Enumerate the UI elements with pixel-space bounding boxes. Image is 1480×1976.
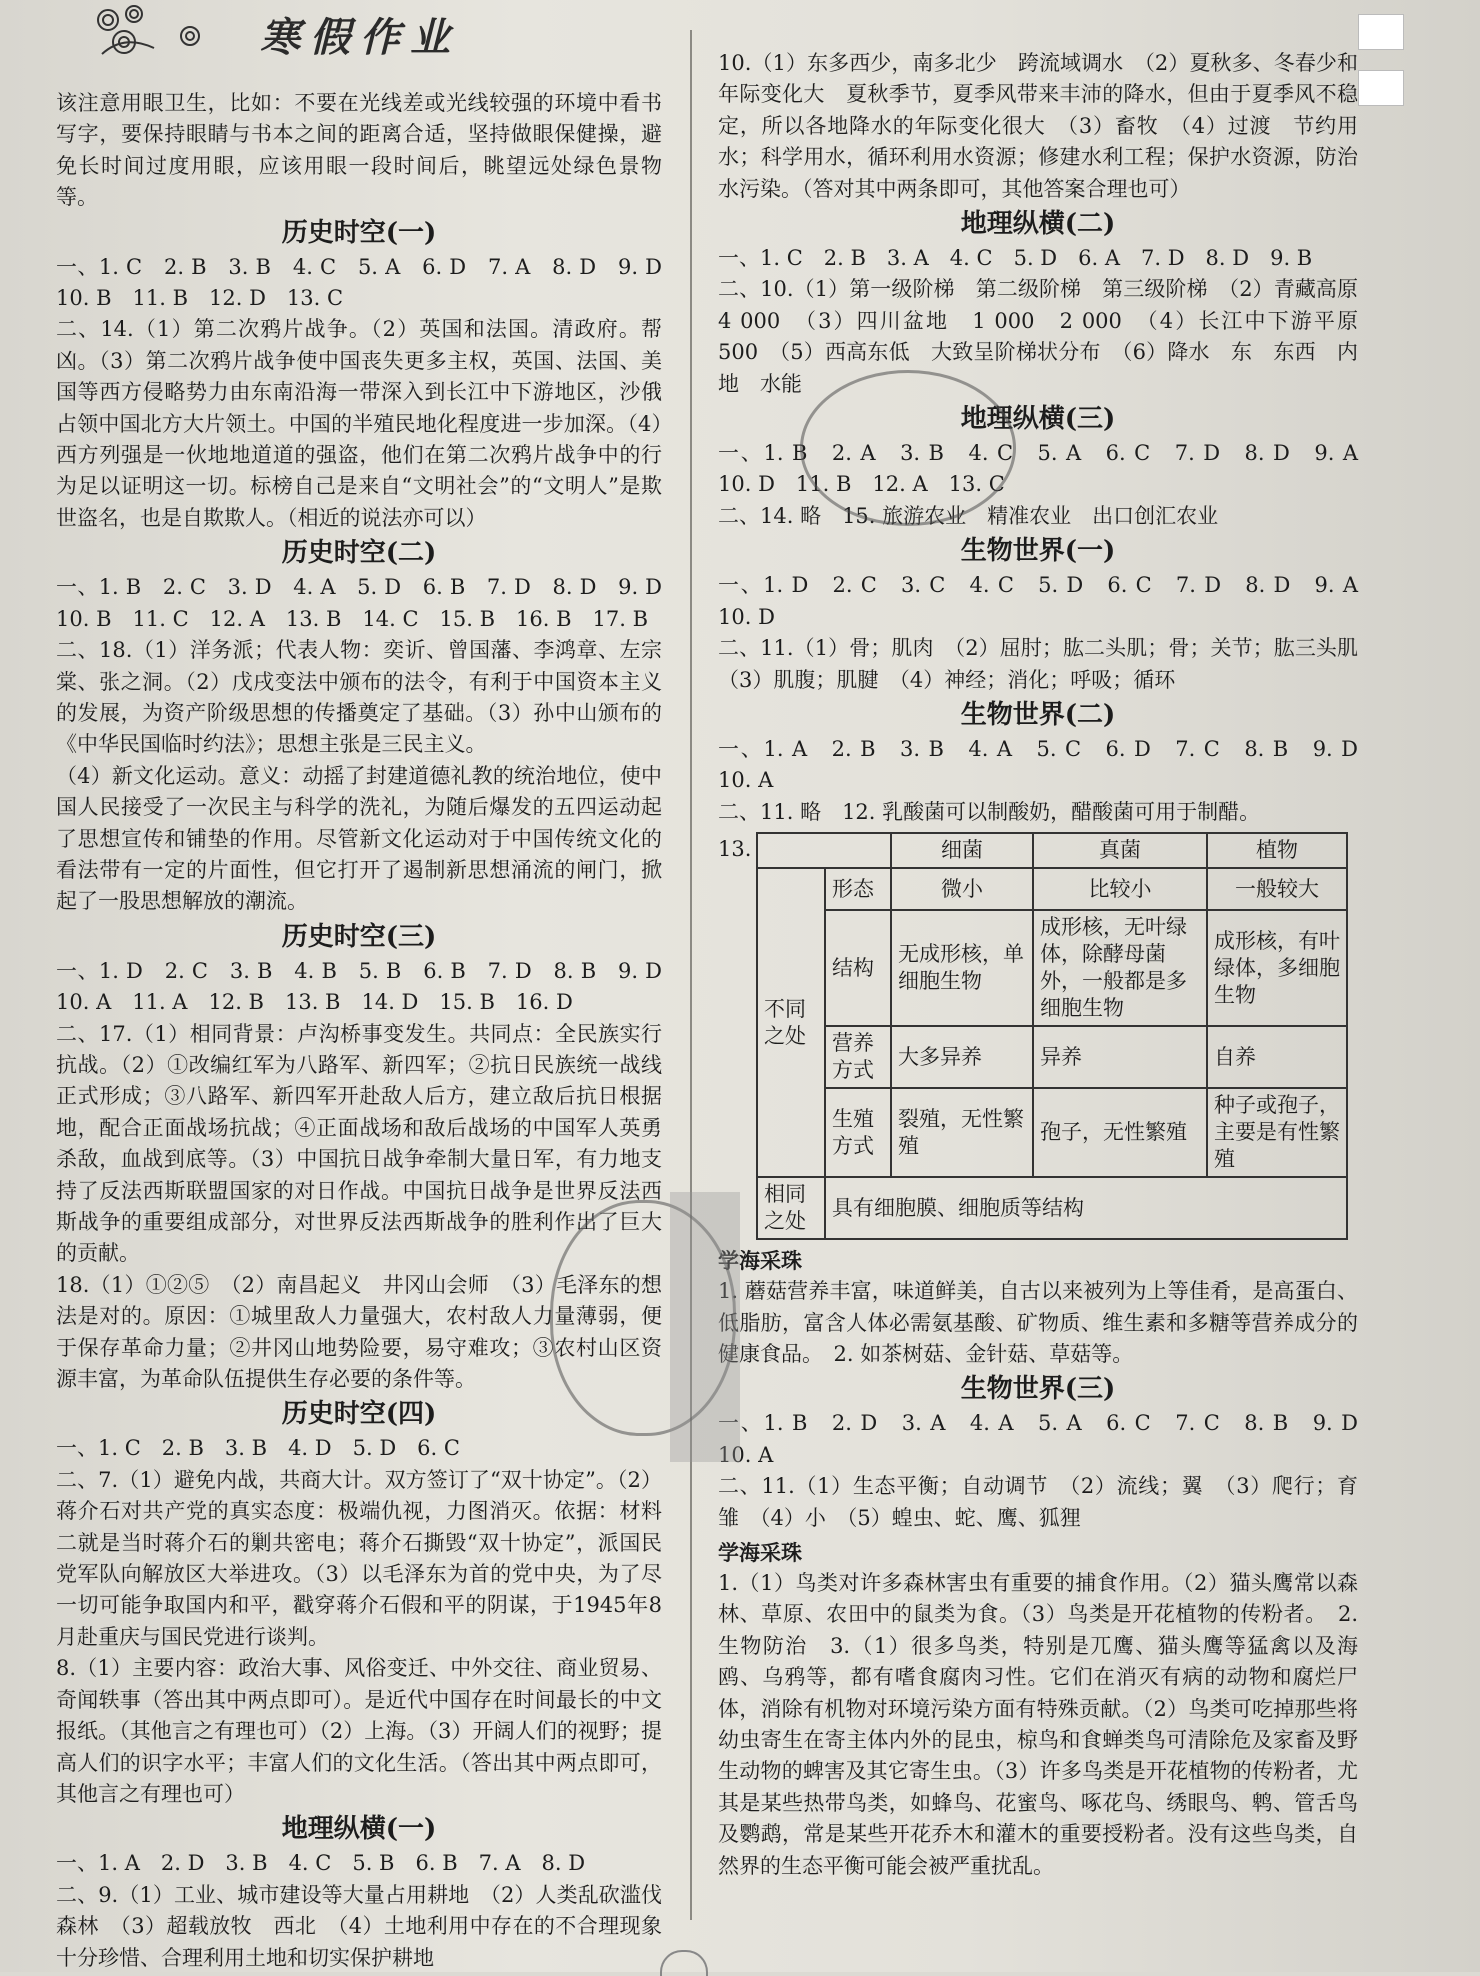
answer-paragraph: 1. 蘑菇营养丰富，味道鲜美，自古以来被列为上等佳肴，是高蛋白、低脂肪，富含人体必需氨基酸、矿物质、维生素和多糖等营养成分的健康食品。 2. 如茶树菇、金针菇、草菇等。 — [718, 1279, 1358, 1366]
answer-paragraph: 二、14.（1）第二次鸦片战争。（2）英国和法国。清政府。帮凶。（3）第二次鸦片战争使中国丧失更多主权，英国、法国、美国等西方侵略势力由东南沿海一带深入到长江中下游地区，沙俄占领中国北方大片领土。中国的半殖民地化程度进一步加深。（4）西方列强是一伙地地道道的强盗，他们在第二次鸦片战争中的行为足以证明这一切。标榜自己是来自“文明社会”的“文明人”是欺世盗名，也是自欺欺人。（相近的说法亦可以） — [56, 317, 662, 530]
answer-paragraph: 18.（1）①②⑤ （2）南昌起义 井冈山会师 （3）毛泽东的想法是对的。原因：①城里敌人力量强大，农村敌人力量薄弱，便于保存革命力量；②井冈山地势险要，易守难攻；③农村山区资源丰富，为革命队伍提供生存必要的条件等。 — [56, 1272, 662, 1392]
table-cell: 比较小 — [1033, 868, 1207, 910]
answer-paragraph: 二、11.（1）骨；肌肉 （2）屈肘；肱二头肌；骨；关节；肱三头肌 （3）肌腹；肌腱 （4）神经；消化；呼吸；循环 — [718, 636, 1379, 692]
section-heading: 地理纵横(二) — [960, 209, 1116, 240]
section-heading: 历史时空(三) — [281, 921, 437, 952]
table-row-label: 营养方式 — [825, 1026, 891, 1088]
right-column-bottom — [718, 1246, 1379, 1882]
answer-paragraph: 一、1. C 2. B 3. B 4. D 5. D 6. C — [56, 1436, 460, 1461]
answer-paragraph: 二、14. 略 15. 旅游农业 精准农业 出口创汇农业 — [718, 503, 1219, 528]
table-header-cell: 真菌 — [1033, 833, 1207, 868]
table-header-cell: 植物 — [1207, 833, 1347, 868]
table-cell: 一般较大 — [1207, 868, 1347, 910]
section-heading: 历史时空(二) — [281, 538, 437, 569]
table-row — [757, 1026, 1347, 1088]
answer-paragraph: 一、1. D 2. C 3. C 4. C 5. D 6. C 7. D 8. D 9. A 10. D — [718, 573, 1379, 629]
flower-ornament-icon — [170, 22, 210, 52]
section-heading: 历史时空(四) — [281, 1399, 437, 1430]
section-heading: 生物世界(三) — [960, 1374, 1116, 1405]
circular-stamp — [800, 370, 1016, 526]
answer-paragraph: 一、1. C 2. B 3. B 4. C 5. A 6. D 7. A 8. D 9. D 10. B 11. B 12. D 13. C — [56, 254, 683, 311]
answer-paragraph: 二、11. 略 12. 乳酸菌可以制酸奶，醋酸菌可用于制醋。 — [718, 799, 1261, 824]
corner-tab — [1358, 70, 1404, 106]
section-heading: 生物世界(一) — [960, 536, 1116, 567]
table-row-label: 相同之处 — [757, 1177, 825, 1239]
table-row-label: 生殖方式 — [825, 1088, 891, 1177]
answer-paragraph: 二、17.（1）相同背景：卢沟桥事变发生。共同点：全民族实行抗战。（2）①改编红军为八路军、新四军；②抗日民族统一战线正式形成；③八路军、新四军开赴敌人后方，建立敌后抗日根据地，配合正面战场抗战；④正面战场和敌后战场的中国军人英勇杀敌，血战到底等。（3）中国抗日战争牵制大量日军，有力地支持了反法西斯联盟国家的对日作战。中国抗日战争是世界反法西斯战争的重要组成部分，对世界反法西斯战争的胜利作出了巨大的贡献。 — [56, 1021, 662, 1266]
table-cell: 孢子，无性繁殖 — [1033, 1088, 1207, 1177]
table-header-cell: 细菌 — [891, 833, 1033, 868]
table-cell: 异养 — [1033, 1026, 1207, 1088]
answer-paragraph: 一、1. A 2. B 3. B 4. A 5. C 6. D 7. C 8. B 9. D 10. A — [718, 736, 1379, 793]
answer-paragraph: 一、1. B 2. C 3. D 4. A 5. D 6. B 7. D 8. D 9. D 10. B 11. C 12. A 13. B 14. C 15. B 16. B 17. B — [56, 575, 683, 631]
table-row-label: 形态 — [825, 868, 891, 910]
page-bottom-ornament — [660, 1950, 708, 1976]
table-cell: 具有细胞膜、细胞质等结构 — [825, 1177, 1347, 1239]
table-cell: 大多异养 — [891, 1026, 1033, 1088]
answer-paragraph: 二、10.（1）第一级阶梯 第二级阶梯 第三级阶梯 （2）青藏高原 4 000 （3）四川盆地 1 000 2 000 （4）长江中下游平原 500 （5）西高东低 大致呈阶梯状分布 （6）降水 东 东西 内地 水能 — [718, 277, 1379, 396]
answer-paragraph: 1.（1）鸟类对许多森林害虫有重要的捕食作用。（2）猫头鹰常以森林、草原、农田中的鼠类为食。（3）鸟类是开花植物的传粉者。 2. 生物防治 3.（1）很多鸟类，特别是兀鹰、猫头鹰等猛禽以及海鸥、乌鸦等，都有嗜食腐肉习性。它们在消灭有病的动物和腐烂尸体，消除有机物对环境污染方面有特殊贡献。（2）鸟类可吃掉那些将幼虫寄生在寄主体内外的昆虫，椋鸟和食蝉类鸟可清除危及家畜及野生动物的蜱害及其它寄生虫。（3）许多鸟类是开花植物的传粉者，尤其是某些热带鸟类，如蜂鸟、花蜜鸟、啄花鸟、绣眼鸟、鹎、管舌鸟及鹦鹉，常是某些开花乔木和灌木的重要授粉者。没有这些鸟类，自然界的生态平衡可能会被严重扰乱。 — [718, 1570, 1358, 1878]
answer-paragraph: 10.（1）东多西少，南多北少 跨流域调水 （2）夏秋多、冬春少和年际变化大 夏秋季节，夏季风带来丰沛的降水，但由于夏季风不稳定，所以各地降水的年际变化很大 （3）畜牧 （4）过渡 节约用水；科学用水，循环利用水资源；修建水利工程；保护水资源，防治水污染。（答对其中两条即可，其他答案合理也可） — [718, 51, 1358, 201]
bio-comparison-table — [756, 832, 1348, 1240]
section-heading: 学海采珠 — [718, 1248, 802, 1274]
table-row — [757, 910, 1347, 1026]
answer-paragraph: 一、1. B 2. A 3. B 4. C 5. A 6. C 7. D 8. D 9. A 10. D 11. B 12. A 13. C — [718, 441, 1379, 497]
answer-paragraph: 二、18.（1）洋务派；代表人物：奕䜣、曾国藩、李鸿章、左宗棠、张之洞。（2）戊戌变法中颁布的法令，有利于中国资本主义的发展，为资产阶级思想的传播奠定了基础。（3）孙中山颁布的《中华民国临时约法》；思想主张是三民主义。 — [56, 638, 662, 757]
answer-paragraph: （4）新文化运动。意义：动摇了封建道德礼教的统治地位，使中国人民接受了一次民主与科学的洗礼，为随后爆发的五四运动起了思想宣传和铺垫的作用。尽管新文化运动对于中国传统文化的看法带有一定的片面性，但它打开了遏制新思想涌流的闸门，掀起了一股思想解放的潮流。 — [56, 763, 662, 914]
answer-paragraph: 一、1. B 2. D 3. A 4. A 5. A 6. C 7. C 8. B 9. D 10. A — [718, 1411, 1379, 1467]
table-row-label: 结构 — [825, 910, 891, 1026]
question-number: 13. — [718, 837, 752, 862]
section-heading: 生物世界(二) — [960, 699, 1116, 730]
section-heading: 历史时空(一) — [281, 217, 437, 248]
table-cell: 种子或孢子，主要是有性繁殖 — [1207, 1088, 1347, 1177]
table-cell: 自养 — [1207, 1026, 1347, 1088]
answer-paragraph: 一、1. A 2. D 3. B 4. C 5. B 6. B 7. A 8. D — [56, 1851, 586, 1876]
right-column — [718, 48, 1379, 1882]
table-row — [757, 1088, 1347, 1177]
table-cell: 裂殖，无性繁殖 — [891, 1088, 1033, 1177]
answer-paragraph: 该注意用眼卫生，比如：不要在光线差或光线较强的环境中看书写字，要保持眼睛与书本之间的距离合适，坚持做眼保健操，避免长时间过度用眼，应该用眼一段时间后，眺望远处绿色景物等。 — [56, 91, 662, 210]
page-title: 寒假作业 — [260, 14, 460, 61]
section-heading: 地理纵横(一) — [281, 1814, 437, 1845]
table-group-label: 不同之处 — [757, 868, 825, 1177]
table-row — [757, 868, 1347, 910]
section-heading: 地理纵横(三) — [960, 404, 1116, 435]
bio-comparison-table-block — [718, 832, 1358, 1240]
left-column — [56, 88, 683, 1974]
smudge-mark — [670, 1192, 740, 1462]
header-banner — [90, 0, 470, 62]
table-row — [757, 1177, 1347, 1239]
table-cell: 微小 — [891, 868, 1033, 910]
answer-paragraph: 二、9.（1）工业、城市建设等大量占用耕地 （2）人类乱砍滥伐森林 （3）超载放牧 西北 （4）土地利用中存在的不合理现象 十分珍惜、合理利用土地和切实保护耕地 — [56, 1882, 683, 1970]
answer-paragraph: 一、1. D 2. C 3. B 4. B 5. B 6. B 7. D 8. B 9. D 10. A 11. A 12. B 13. B 14. D 15. B 16. D — [56, 958, 683, 1015]
table-cell: 无成形核，单细胞生物 — [891, 910, 1033, 1026]
answer-paragraph: 二、7.（1）避免内战，共商大计。双方签订了“双十协定”。（2）蒋介石对共产党的真实态度：极端仇视，力图消灭。依据：材料二就是当时蒋介石的剿共密电；蒋介石撕毁“双十协定”，派国民党军队向解放区大举进攻。（3）以毛泽东为首的党中央，为了尽一切可能争取国内和平，戳穿蒋介石假和平的阴谋，于1945年8月赴重庆与国民党进行谈判。 — [56, 1467, 662, 1649]
corner-tab — [1358, 14, 1404, 50]
answer-paragraph: 一、1. C 2. B 3. A 4. C 5. D 6. A 7. D 8. D 9. B — [718, 246, 1313, 271]
table-cell: 成形核，无叶绿体，除酵母菌外，一般都是多细胞生物 — [1033, 910, 1207, 1026]
table-header-row — [757, 833, 1347, 868]
column-divider — [690, 30, 692, 1920]
section-heading: 学海采珠 — [718, 1539, 802, 1565]
answer-paragraph: 8.（1）主要内容：政治大事、风俗变迁、中外交往、商业贸易、奇闻轶事（答出其中两点即可）。是近代中国存在时间最长的中文报纸。（其他言之有理也可）（2）上海。（3）开阔人们的视野；提高人们的识字水平；丰富人们的文化生活。（答出其中两点即可，其他言之有理也可） — [56, 1656, 662, 1806]
answer-paragraph: 二、11.（1）生态平衡；自动调节 （2）流线；翼 （3）爬行；育雏 （4）小 （5）蝗虫、蛇、鹰、狐狸 — [718, 1474, 1358, 1530]
flower-ornament-icon — [94, 4, 164, 60]
table-cell: 成形核，有叶绿体，多细胞生物 — [1207, 910, 1347, 1026]
